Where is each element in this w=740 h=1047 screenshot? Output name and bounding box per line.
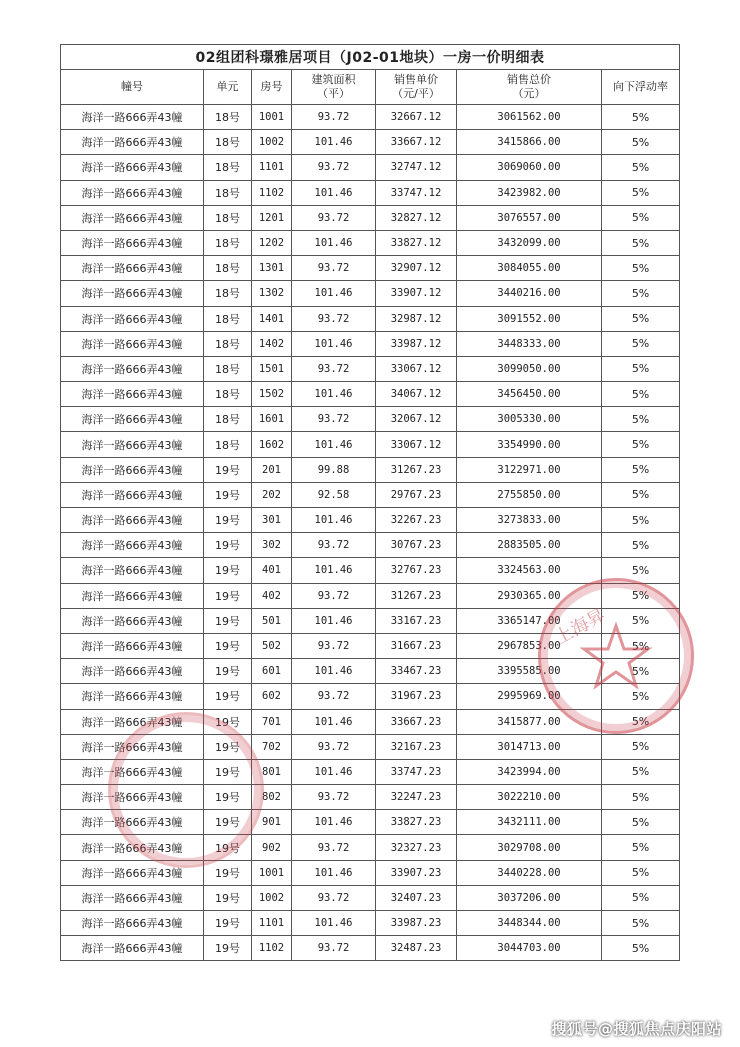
cell-building: 海洋一路666弄43幢 [61,432,204,457]
table-row [61,659,680,684]
cell-room: 701 [252,709,292,734]
cell-float-rate: 5% [602,583,680,608]
cell-unit-price: 32827.12 [376,205,457,230]
cell-float-rate: 5% [602,684,680,709]
cell-unit-price: 33907.23 [376,860,457,885]
cell-room: 1301 [252,256,292,281]
cell-float-rate: 5% [602,482,680,507]
cell-room: 302 [252,533,292,558]
cell-room: 801 [252,759,292,784]
cell-building: 海洋一路666弄43幢 [61,583,204,608]
table-row [61,155,680,180]
cell-float-rate: 5% [602,382,680,407]
cell-room: 901 [252,810,292,835]
table-row [61,356,680,381]
header-unit-price-line2: （元/平） [392,87,440,100]
cell-room: 802 [252,785,292,810]
cell-total-price: 3354990.00 [457,432,602,457]
cell-total-price: 2883505.00 [457,533,602,558]
cell-float-rate: 5% [602,281,680,306]
cell-total-price: 3076557.00 [457,205,602,230]
table-row [61,734,680,759]
cell-building: 海洋一路666弄43幢 [61,533,204,558]
header-room: 房号 [252,70,292,105]
cell-unit: 19号 [204,508,252,533]
cell-room: 602 [252,684,292,709]
cell-area: 92.58 [292,482,376,507]
header-total-price-line1: 销售总价 [507,73,551,86]
cell-float-rate: 5% [602,885,680,910]
table-row [61,457,680,482]
cell-total-price: 3061562.00 [457,105,602,130]
cell-room: 1101 [252,155,292,180]
header-unit-price [376,70,457,105]
cell-total-price: 3365147.00 [457,608,602,633]
cell-room: 201 [252,457,292,482]
cell-total-price: 3037206.00 [457,885,602,910]
cell-total-price: 3084055.00 [457,256,602,281]
cell-unit: 18号 [204,256,252,281]
cell-area: 93.72 [292,155,376,180]
header-building: 幢号 [61,70,204,105]
cell-unit-price: 31967.23 [376,684,457,709]
cell-unit: 19号 [204,482,252,507]
cell-building: 海洋一路666弄43幢 [61,205,204,230]
cell-float-rate: 5% [602,608,680,633]
cell-area: 101.46 [292,659,376,684]
cell-unit: 19号 [204,936,252,961]
cell-unit: 18号 [204,205,252,230]
cell-room: 1602 [252,432,292,457]
cell-area: 101.46 [292,508,376,533]
table-row [61,860,680,885]
cell-total-price: 3423994.00 [457,759,602,784]
cell-building: 海洋一路666弄43幢 [61,734,204,759]
cell-unit: 18号 [204,230,252,255]
cell-building: 海洋一路666弄43幢 [61,230,204,255]
cell-area: 101.46 [292,331,376,356]
cell-total-price: 3029708.00 [457,835,602,860]
cell-float-rate: 5% [602,709,680,734]
cell-building: 海洋一路666弄43幢 [61,407,204,432]
cell-building: 海洋一路666弄43幢 [61,281,204,306]
table-row [61,936,680,961]
cell-float-rate: 5% [602,508,680,533]
cell-unit-price: 33747.12 [376,180,457,205]
cell-unit: 19号 [204,633,252,658]
cell-room: 1102 [252,180,292,205]
cell-room: 1402 [252,331,292,356]
cell-total-price: 3448333.00 [457,331,602,356]
cell-unit-price: 32767.23 [376,558,457,583]
cell-float-rate: 5% [602,105,680,130]
cell-area: 93.72 [292,356,376,381]
cell-float-rate: 5% [602,911,680,936]
cell-unit-price: 33667.23 [376,709,457,734]
cell-float-rate: 5% [602,659,680,684]
header-total-price-line2: （元） [512,87,546,100]
cell-unit: 19号 [204,759,252,784]
cell-unit: 18号 [204,105,252,130]
cell-building: 海洋一路666弄43幢 [61,835,204,860]
cell-float-rate: 5% [602,860,680,885]
cell-building: 海洋一路666弄43幢 [61,155,204,180]
cell-unit: 18号 [204,407,252,432]
cell-total-price: 2755850.00 [457,482,602,507]
cell-total-price: 3456450.00 [457,382,602,407]
cell-unit: 18号 [204,306,252,331]
table-row [61,583,680,608]
cell-total-price: 3022210.00 [457,785,602,810]
cell-building: 海洋一路666弄43幢 [61,457,204,482]
cell-unit-price: 33467.23 [376,659,457,684]
cell-area: 93.72 [292,256,376,281]
cell-building: 海洋一路666弄43幢 [61,382,204,407]
header-unit-price-line1: 销售单价 [394,73,438,86]
cell-float-rate: 5% [602,205,680,230]
cell-float-rate: 5% [602,432,680,457]
cell-total-price: 2995969.00 [457,684,602,709]
cell-unit: 19号 [204,608,252,633]
cell-building: 海洋一路666弄43幢 [61,860,204,885]
cell-building: 海洋一路666弄43幢 [61,608,204,633]
cell-float-rate: 5% [602,130,680,155]
table-row [61,130,680,155]
cell-unit: 18号 [204,331,252,356]
cell-unit-price: 33827.12 [376,230,457,255]
cell-area: 93.72 [292,684,376,709]
cell-unit-price: 31267.23 [376,583,457,608]
cell-unit: 19号 [204,785,252,810]
cell-area: 93.72 [292,533,376,558]
cell-float-rate: 5% [602,936,680,961]
cell-total-price: 3415877.00 [457,709,602,734]
table-row [61,256,680,281]
cell-area: 101.46 [292,130,376,155]
cell-area: 93.72 [292,583,376,608]
price-table [60,44,680,961]
cell-area: 93.72 [292,633,376,658]
cell-unit: 19号 [204,583,252,608]
table-row [61,608,680,633]
cell-room: 501 [252,608,292,633]
cell-float-rate: 5% [602,734,680,759]
cell-unit: 18号 [204,180,252,205]
cell-float-rate: 5% [602,533,680,558]
cell-unit: 18号 [204,155,252,180]
cell-unit-price: 32667.12 [376,105,457,130]
cell-total-price: 3415866.00 [457,130,602,155]
cell-area: 101.46 [292,759,376,784]
cell-building: 海洋一路666弄43幢 [61,356,204,381]
cell-room: 1002 [252,130,292,155]
table-row [61,633,680,658]
cell-unit: 19号 [204,810,252,835]
cell-building: 海洋一路666弄43幢 [61,558,204,583]
cell-area: 93.72 [292,734,376,759]
cell-room: 1502 [252,382,292,407]
cell-unit-price: 33667.12 [376,130,457,155]
cell-unit-price: 32327.23 [376,835,457,860]
cell-unit-price: 32487.23 [376,936,457,961]
cell-area: 93.72 [292,105,376,130]
cell-total-price: 3273833.00 [457,508,602,533]
cell-total-price: 3069060.00 [457,155,602,180]
table-row [61,508,680,533]
table-row [61,205,680,230]
table-title: 02组团科璟雅居项目（J02-01地块）一房一价明细表 [61,45,680,70]
cell-total-price: 3395585.00 [457,659,602,684]
cell-total-price: 3099050.00 [457,356,602,381]
cell-unit-price: 32067.12 [376,407,457,432]
cell-area: 93.72 [292,785,376,810]
cell-building: 海洋一路666弄43幢 [61,331,204,356]
cell-unit-price: 34067.12 [376,382,457,407]
table-row [61,382,680,407]
cell-area: 101.46 [292,558,376,583]
cell-unit-price: 32267.23 [376,508,457,533]
cell-total-price: 2930365.00 [457,583,602,608]
cell-unit-price: 33067.12 [376,356,457,381]
cell-area: 101.46 [292,382,376,407]
cell-area: 93.72 [292,835,376,860]
cell-total-price: 3014713.00 [457,734,602,759]
cell-room: 1002 [252,885,292,910]
cell-unit-price: 33067.12 [376,432,457,457]
cell-area: 101.46 [292,810,376,835]
cell-float-rate: 5% [602,633,680,658]
cell-room: 1102 [252,936,292,961]
cell-total-price: 3005330.00 [457,407,602,432]
cell-float-rate: 5% [602,180,680,205]
cell-unit: 18号 [204,281,252,306]
cell-total-price: 3440228.00 [457,860,602,885]
cell-area: 93.72 [292,885,376,910]
cell-total-price: 3432099.00 [457,230,602,255]
cell-area: 93.72 [292,205,376,230]
cell-room: 402 [252,583,292,608]
cell-building: 海洋一路666弄43幢 [61,936,204,961]
cell-float-rate: 5% [602,457,680,482]
cell-unit-price: 33167.23 [376,608,457,633]
cell-unit-price: 33747.23 [376,759,457,784]
table-row [61,684,680,709]
cell-unit-price: 33987.23 [376,911,457,936]
table-row [61,759,680,784]
cell-area: 93.72 [292,306,376,331]
cell-total-price: 3091552.00 [457,306,602,331]
table-row [61,810,680,835]
cell-building: 海洋一路666弄43幢 [61,482,204,507]
cell-area: 101.46 [292,911,376,936]
table-row [61,482,680,507]
table-row [61,105,680,130]
cell-unit: 19号 [204,533,252,558]
cell-unit-price: 33827.23 [376,810,457,835]
cell-area: 101.46 [292,230,376,255]
cell-building: 海洋一路666弄43幢 [61,659,204,684]
table-row [61,230,680,255]
table-row [61,785,680,810]
table-body [61,105,680,961]
header-unit: 单元 [204,70,252,105]
cell-unit-price: 32747.12 [376,155,457,180]
cell-unit-price: 32987.12 [376,306,457,331]
cell-unit-price: 31667.23 [376,633,457,658]
cell-unit-price: 32247.23 [376,785,457,810]
cell-float-rate: 5% [602,558,680,583]
cell-area: 101.46 [292,860,376,885]
cell-unit: 19号 [204,911,252,936]
cell-total-price: 3423982.00 [457,180,602,205]
header-total-price [457,70,602,105]
cell-unit: 19号 [204,860,252,885]
cell-unit: 19号 [204,558,252,583]
cell-building: 海洋一路666弄43幢 [61,633,204,658]
cell-room: 1001 [252,105,292,130]
cell-area: 101.46 [292,709,376,734]
cell-building: 海洋一路666弄43幢 [61,911,204,936]
table-row [61,407,680,432]
cell-room: 702 [252,734,292,759]
cell-room: 1202 [252,230,292,255]
cell-unit: 19号 [204,659,252,684]
cell-float-rate: 5% [602,256,680,281]
cell-room: 202 [252,482,292,507]
table-row [61,709,680,734]
table-row [61,885,680,910]
table-row [61,835,680,860]
table-row [61,331,680,356]
table-row [61,306,680,331]
cell-area: 101.46 [292,608,376,633]
table-row [61,558,680,583]
cell-unit: 19号 [204,684,252,709]
cell-room: 1201 [252,205,292,230]
cell-room: 401 [252,558,292,583]
cell-room: 301 [252,508,292,533]
cell-total-price: 2967853.00 [457,633,602,658]
cell-unit: 18号 [204,356,252,381]
cell-building: 海洋一路666弄43幢 [61,759,204,784]
cell-unit: 19号 [204,835,252,860]
cell-building: 海洋一路666弄43幢 [61,785,204,810]
cell-room: 1101 [252,911,292,936]
cell-unit-price: 31267.23 [376,457,457,482]
cell-float-rate: 5% [602,356,680,381]
cell-building: 海洋一路666弄43幢 [61,508,204,533]
cell-building: 海洋一路666弄43幢 [61,709,204,734]
cell-area: 101.46 [292,281,376,306]
cell-building: 海洋一路666弄43幢 [61,105,204,130]
cell-building: 海洋一路666弄43幢 [61,810,204,835]
table-row [61,533,680,558]
cell-unit: 19号 [204,885,252,910]
header-area-line2: （平） [317,87,350,100]
cell-area: 93.72 [292,936,376,961]
cell-float-rate: 5% [602,759,680,784]
header-area [292,70,376,105]
cell-building: 海洋一路666弄43幢 [61,130,204,155]
cell-total-price: 3122971.00 [457,457,602,482]
cell-unit: 18号 [204,432,252,457]
cell-float-rate: 5% [602,785,680,810]
cell-unit: 19号 [204,734,252,759]
cell-room: 1001 [252,860,292,885]
cell-room: 1601 [252,407,292,432]
cell-total-price: 3448344.00 [457,911,602,936]
cell-room: 502 [252,633,292,658]
table-row [61,281,680,306]
cell-room: 1401 [252,306,292,331]
cell-area: 99.88 [292,457,376,482]
cell-total-price: 3432111.00 [457,810,602,835]
cell-float-rate: 5% [602,407,680,432]
cell-unit-price: 29767.23 [376,482,457,507]
cell-unit-price: 30767.23 [376,533,457,558]
cell-unit: 19号 [204,709,252,734]
cell-unit-price: 33907.12 [376,281,457,306]
cell-unit: 19号 [204,457,252,482]
cell-float-rate: 5% [602,230,680,255]
cell-room: 1302 [252,281,292,306]
cell-room: 601 [252,659,292,684]
cell-unit-price: 32907.12 [376,256,457,281]
cell-building: 海洋一路666弄43幢 [61,306,204,331]
cell-building: 海洋一路666弄43幢 [61,256,204,281]
cell-room: 1501 [252,356,292,381]
price-list-sheet [60,44,679,964]
header-area-line1: 建筑面积 [311,73,356,86]
cell-float-rate: 5% [602,306,680,331]
table-row [61,432,680,457]
cell-unit: 18号 [204,382,252,407]
cell-total-price: 3044703.00 [457,936,602,961]
cell-float-rate: 5% [602,155,680,180]
cell-float-rate: 5% [602,331,680,356]
cell-area: 101.46 [292,180,376,205]
cell-unit-price: 33987.12 [376,331,457,356]
watermark: 搜狐号@搜狐焦点庆阳站 [551,1020,722,1038]
cell-unit: 18号 [204,130,252,155]
cell-total-price: 3440216.00 [457,281,602,306]
cell-building: 海洋一路666弄43幢 [61,180,204,205]
cell-building: 海洋一路666弄43幢 [61,885,204,910]
table-row [61,911,680,936]
table-row [61,180,680,205]
cell-unit-price: 32167.23 [376,734,457,759]
cell-area: 101.46 [292,432,376,457]
cell-building: 海洋一路666弄43幢 [61,684,204,709]
cell-total-price: 3324563.00 [457,558,602,583]
cell-room: 902 [252,835,292,860]
header-row [61,70,680,105]
header-float-rate: 向下浮动率 [602,70,680,105]
cell-float-rate: 5% [602,810,680,835]
cell-float-rate: 5% [602,835,680,860]
cell-area: 93.72 [292,407,376,432]
cell-unit-price: 32407.23 [376,885,457,910]
seal-text: 上海昇 [551,604,609,649]
